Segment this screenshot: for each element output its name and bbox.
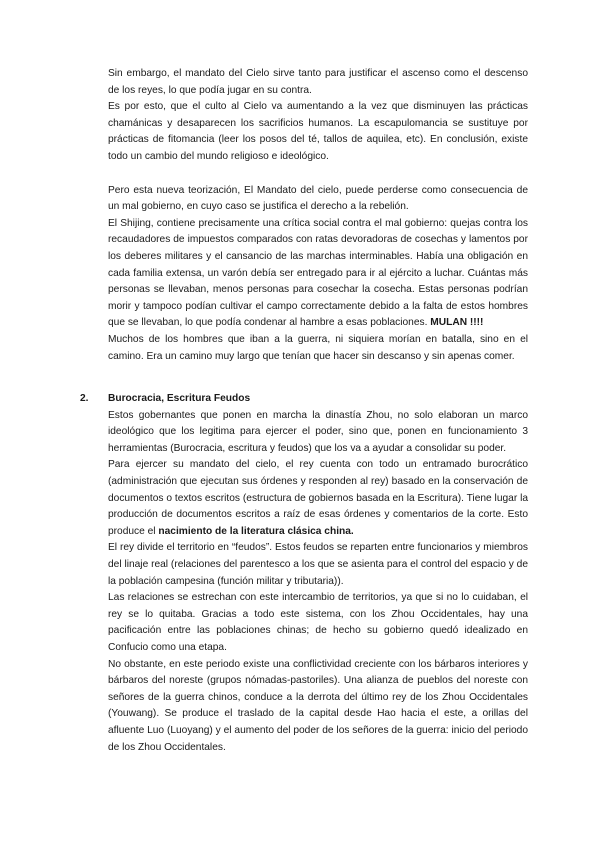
paragraph: Estos gobernantes que ponen en marcha la dinastía Zhou, no solo elaboran un marco ideológico que los legitima para ejercer el poder, sino que, ponen en funcionamiento 3 herramientas (Burocracia, escritura y feudos) que los va a ayudar a consolidar su poder. [108,409,528,454]
document-body [80,66,528,756]
paragraph-gap [108,365,528,391]
section-title: Burocracia, Escritura Feudos [108,393,251,405]
paragraph: Muchos de los hombres que iban a la guerra, ni siquiera morían en batalla, sino en el camino. Era un camino muy largo que tenían que hacer sin descanso y sin apenas comer. [108,333,528,362]
bold-text: nacimiento de la literatura clásica china. [158,525,354,537]
paragraph: Pero esta nueva teorización, El Mandato del cielo, puede perderse como consecuencia de un mal gobierno, en cuyo caso se justifica el derecho a la rebelión. [108,184,528,213]
paragraph: No obstante, en este periodo existe una conflictividad creciente con los bárbaros interiores y bárbaros del noreste (grupos nómadas-pastoriles). Una alianza de pueblos del noreste con señores de la guerra chinos, conduce a la derrota del último rey de los Zhou Occidentales (Youwang). Se produce el traslado de la capital desde Hao hacia el este, a orillas del afluente Luo (Luoyang) y el aumento del poder de los señores de la guerra: inicio del periodo de los Zhou Occidentales. [108,658,528,753]
paragraph-text: El Shijing, contiene precisamente una crítica social contra el mal gobierno: quejas contra los recaudadores de impuestos comparados con ratas devoradoras de cosechas y lamentos por los deberes militares y el cansancio de las marchas interminables. Había una obligación en cada familia extensa, un varón debía ser entregado para ir al ejército a luchar. Cuántas más personas se llevaban, menos personas para cosechar la cosecha. Estas personas podrían morir y tampoco podían cultivar el campo correctamente debido a la falta de estos hombres que se llevaban, lo que podía condenar al hambre a esas poblaciones. [108,217,528,329]
paragraph: Las relaciones se estrechan con este intercambio de territorios, ya que si no lo cuidaban, el rey se lo quitaba. Gracias a todo este sistema, con los Zhou Occidentales, hay una pacificación entre las poblaciones chinas; de hecho su gobierno quedó idealizado en Confucio como una etapa. [108,592,528,653]
section-heading [80,391,528,408]
paragraph: Es por esto, que el culto al Cielo va aumentando a la vez que disminuyen las prácticas chamánicas y desaparecen los sacrificios humanos. La escapulomancia se sustituye por prácticas de fitomancia (leer los posos del té, tallos de aquilea, etc). En conclusión, existe todo un cambio del mundo religioso e ideológico. [108,101,528,162]
section-number: 2. [80,393,89,405]
bold-text: MULAN !!!! [430,317,484,329]
paragraph: Sin embargo, el mandato del Cielo sirve tanto para justificar el ascenso como el descenso de los reyes, lo que podía jugar en su contra. [108,68,528,96]
paragraph: El rey divide el territorio en “feudos”. Estos feudos se reparten entre funcionarios y miembros del linaje real (relaciones del parentesco a los que se asienta para el control del espacio y de la población campesina (función militar y tributaria)). [108,542,528,587]
paragraph-text: Para ejercer su mandato del cielo, el rey cuenta con todo un entramado burocrático (administración que ejecutan sus órdenes y responden al rey) basado en la conservación de documentos o textos escritos (estructura de gobiernos basada en la Escritura). Tiene lugar la producción de documentos escritos a raíz de esas órdenes y comentarios de la corte. Esto produce el [108,459,528,537]
paragraph [108,457,528,540]
paragraph [108,216,528,332]
paragraph-gap [108,166,528,183]
